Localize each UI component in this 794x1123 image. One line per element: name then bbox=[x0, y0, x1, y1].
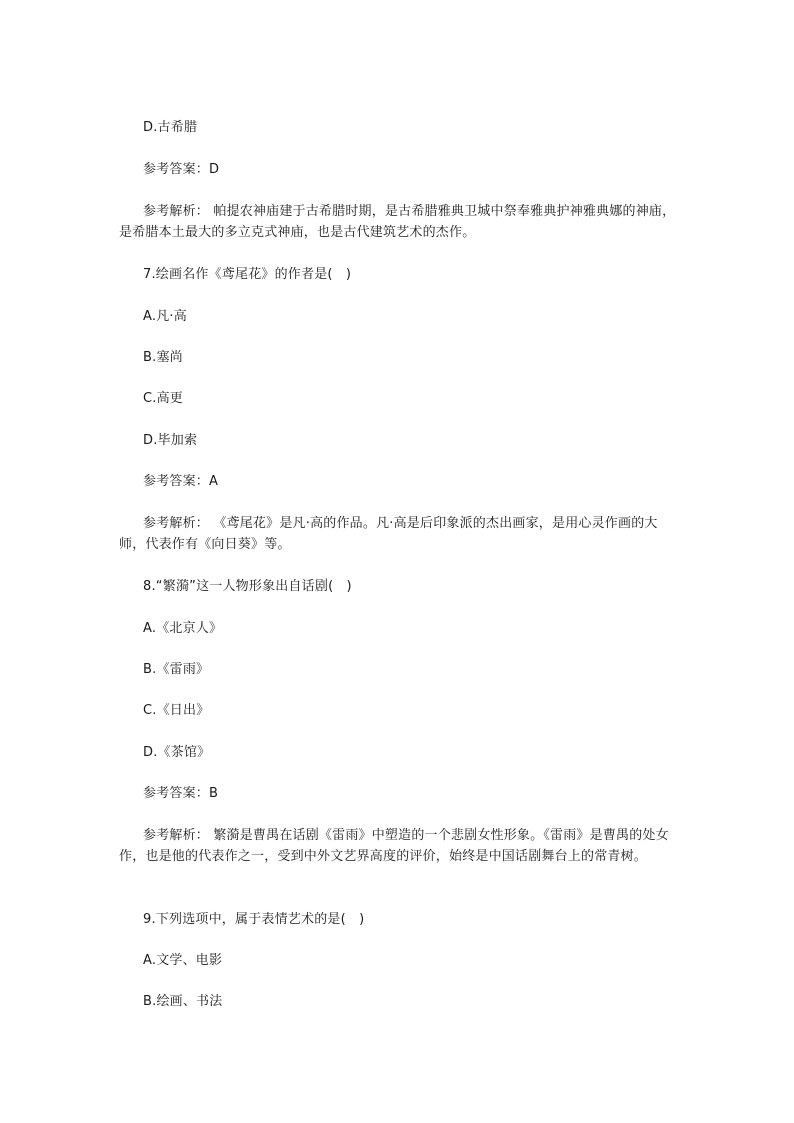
option-b-q9: B.绘画、书法 bbox=[143, 994, 223, 1009]
answer-q8: 参考答案：B bbox=[143, 786, 219, 801]
option-b-q8: B.《雷雨》 bbox=[143, 662, 210, 677]
question-8: 8.“繁漪”这一人物形象出自话剧( ) bbox=[143, 579, 352, 594]
answer-q6: 参考答案：D bbox=[143, 162, 220, 177]
option-c-q7: C.高更 bbox=[143, 391, 184, 406]
question-9: 9.下列选项中，属于表情艺术的是( ) bbox=[143, 912, 365, 927]
option-a-q7: A.凡·高 bbox=[143, 309, 187, 324]
question-7: 7.绘画名作《鸢尾花》的作者是( ) bbox=[143, 267, 352, 282]
option-a-q8: A.《北京人》 bbox=[143, 621, 223, 636]
option-a-q9: A.文学、电影 bbox=[143, 953, 223, 968]
explanation-q8: 参考解析： 繁漪是曹禺在话剧《雷雨》中塑造的一个悲剧女性形象。《雷雨》是曹禺的处女作，也是他的代表作之一，受到中外文艺界高度的评价，始终是中国话剧舞台上的常青树。 bbox=[119, 828, 669, 864]
option-d-q6: D.古希腊 bbox=[143, 120, 198, 135]
explanation-q7: 参考解析： 《鸢尾花》是凡·高的作品。凡·高是后印象派的杰出画家，是用心灵作画的大师，代表作有《向日葵》等。 bbox=[119, 516, 658, 552]
option-b-q7: B.塞尚 bbox=[143, 350, 183, 365]
answer-q7: 参考答案：A bbox=[143, 474, 219, 489]
option-d-q8: D.《茶馆》 bbox=[143, 745, 211, 760]
option-c-q8: C.《日出》 bbox=[143, 703, 210, 718]
explanation-q6: 参考解析： 帕提农神庙建于古希腊时期，是古希腊雅典卫城中祭奉雅典护神雅典娜的神庙，是希腊本土最大的多立克式神庙，也是古代建筑艺术的杰作。 bbox=[119, 204, 676, 240]
option-d-q7: D.毕加索 bbox=[143, 433, 198, 448]
